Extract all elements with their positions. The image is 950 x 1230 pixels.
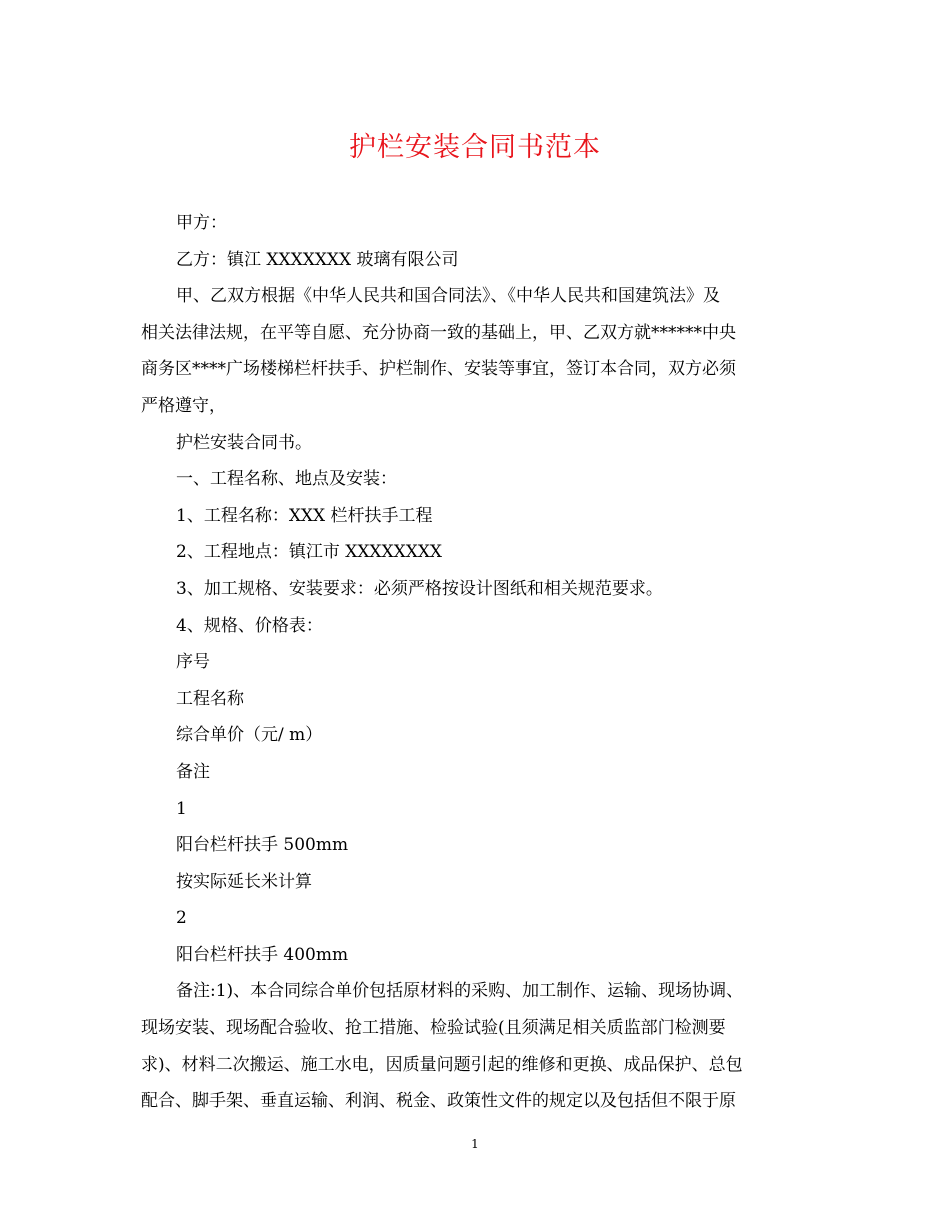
intro-line-3: 商务区****广场楼梯栏杆扶手、护栏制作、安装等事宜，签订本合同，双方必须 [141, 359, 736, 380]
note-line-1: 备注:1)、本合同综合单价包括原材料的采购、加工制作、运输、现场协调、 [176, 981, 744, 1002]
table-row-2-seq: 2 [176, 908, 187, 929]
table-header-name: 工程名称 [176, 688, 244, 709]
table-row-1-name: 阳台栏杆扶手 500mm [176, 835, 349, 856]
intro-line-1: 甲、乙双方根据《中华人民共和国合同法》、《中华人民共和国建筑法》及 [176, 286, 720, 307]
item-4: 4、规格、价格表： [176, 615, 323, 636]
note-line-2: 现场安装、现场配合验收、抢工措施、检验试验(且须满足相关质监部门检测要 [141, 1018, 726, 1039]
item-3: 3、加工规格、安装要求：必须严格按设计图纸和相关规范要求。 [176, 578, 663, 599]
intro-line-4: 严格遵守， [141, 395, 226, 416]
table-row-2-name: 阳台栏杆扶手 400mm [176, 944, 349, 965]
page-number: 1 [471, 1137, 479, 1151]
intro-line-2: 相关法律法规，在平等自愿、充分协商一致的基础上，甲、乙双方就******中央 [141, 322, 736, 343]
item-2: 2、工程地点：镇江市 XXXXXXXX [176, 542, 443, 563]
document-title: 护栏安装合同书范本 [349, 132, 601, 163]
table-header-price: 综合单价（元/ m） [176, 725, 323, 746]
table-header-remark: 备注 [176, 761, 210, 782]
party-a-line: 甲方： [176, 213, 227, 233]
table-header-seq: 序号 [176, 652, 210, 673]
contract-name-line: 护栏安装合同书。 [176, 432, 312, 453]
table-row-1-remark: 按实际延长米计算 [176, 871, 312, 892]
note-line-3: 求)、材料二次搬运、施工水电，因质量问题引起的维修和更换、成品保护、总包 [141, 1054, 743, 1075]
table-row-1-seq: 1 [176, 798, 187, 819]
document-body [141, 205, 801, 1120]
party-b-line: 乙方：镇江 XXXXXXX 玻璃有限公司 [176, 249, 459, 270]
section1-heading: 一、工程名称、地点及安装： [176, 469, 397, 490]
note-line-4: 配合、脚手架、垂直运输、利润、税金、政策性文件的规定以及包括但不限于原 [141, 1091, 736, 1112]
item-1: 1、工程名称：XXX 栏杆扶手工程 [176, 505, 433, 526]
